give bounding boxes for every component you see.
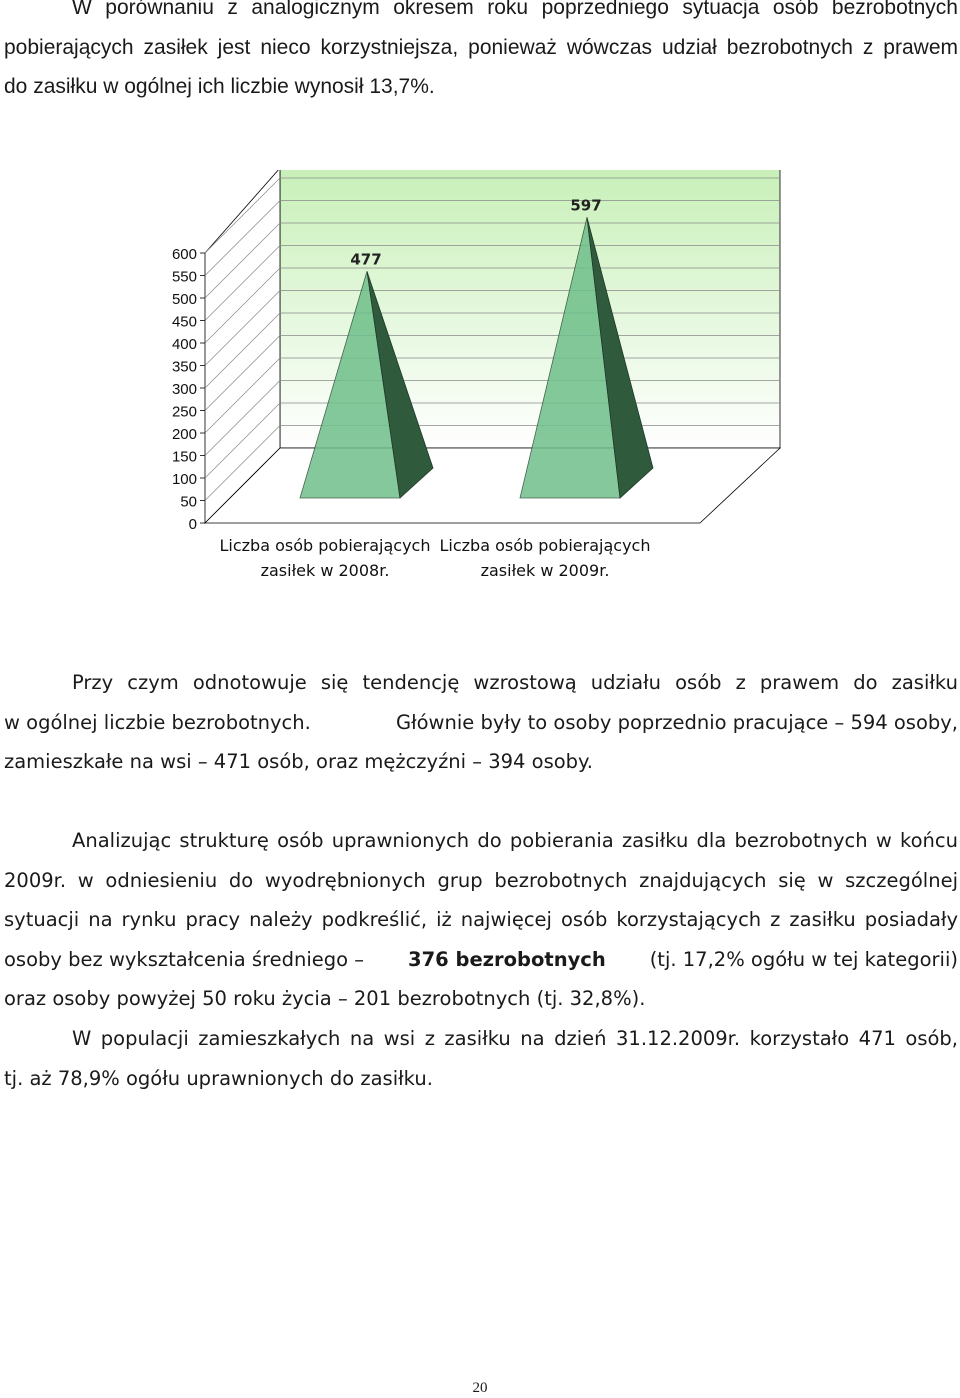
- trend-line-3: zamieszkałe na wsi – 471 osób, oraz mężczyźni – 394 osoby.: [4, 750, 594, 773]
- y-tick-label: 350: [171, 358, 197, 376]
- trend-line-2: [4, 703, 958, 743]
- trend-line-1-word: Przy: [72, 671, 114, 694]
- y-tick-label: 600: [171, 246, 197, 263]
- trend-line-1-word: udziału: [590, 671, 662, 694]
- structure-line-2: 2009r. w odniesieniu do wyodrębnionych grup bezrobotnych znajdujących się w szczególnej: [4, 868, 958, 892]
- y-tick-label: 450: [171, 313, 197, 331]
- y-tick-label: 0: [188, 516, 197, 533]
- y-tick-label: 200: [171, 426, 197, 443]
- trend-line-1-word: tendencję: [362, 671, 460, 694]
- y-tick-label: 100: [171, 471, 197, 488]
- pyramid-chart: [0, 170, 960, 600]
- structure-line-5: oraz osoby powyżej 50 roku życia – 201 bezrobotnych (tj. 32,8%).: [4, 987, 646, 1010]
- data-label: 477: [350, 250, 382, 269]
- structure-line-4-bold: 376 bezrobotnych: [408, 947, 606, 971]
- rural-line-2: tj. aż 78,9% ogółu uprawnionych do zasiłku.: [4, 1066, 433, 1090]
- intro-line-3: do zasiłku w ogólnej ich liczbie wynosił 13,7%.: [4, 75, 435, 98]
- y-tick-label: 300: [171, 381, 197, 398]
- structure-line-4-post: (tj. 17,2% ogółu w tej kategorii): [649, 947, 958, 971]
- trend-line-1-word: się: [320, 671, 349, 694]
- trend-line-2b: Głównie były to osoby poprzednio pracujące – 594 osoby,: [395, 710, 958, 734]
- trend-line-1: [4, 663, 958, 703]
- trend-line-1-word: do: [853, 671, 878, 694]
- y-tick-label: 400: [171, 336, 197, 353]
- structure-line-3: sytuacji na rynku pracy należy podkreślić, iż najwięcej osób korzystających z zasiłku posiadały: [4, 908, 958, 931]
- intro-paragraph: [4, 0, 958, 107]
- x-axis-category-label: zasiłek w 2008r.: [260, 561, 390, 580]
- trend-paragraph: [4, 663, 958, 782]
- y-tick-label: 500: [171, 291, 197, 308]
- rural-line-1: W populacji zamieszkałych na wsi z zasiłku na dzień 31.12.2009r. korzystało 471 osób,: [72, 1027, 958, 1050]
- trend-line-1-word: zasiłku: [891, 671, 958, 694]
- x-axis-category-label: Liczba osób pobierających: [219, 536, 431, 555]
- structure-line-1: Analizując strukturę osób uprawnionych do pobierania zasiłku dla bezrobotnych w końcu: [72, 829, 958, 852]
- floor: [205, 448, 780, 523]
- data-label: 597: [570, 196, 602, 215]
- structure-line-4: [4, 940, 958, 980]
- rural-paragraph: [4, 1019, 958, 1098]
- x-axis-category-label: Liczba osób pobierających: [439, 536, 651, 555]
- intro-line-1: W porównaniu z analogicznym okresem roku poprzedniego sytuacja osób bezrobotnych: [72, 0, 958, 19]
- intro-line-2: pobierających zasiłek jest nieco korzystniejsza, ponieważ wówczas udział bezrobotnych z prawem: [4, 35, 958, 59]
- y-tick-label: 150: [171, 448, 197, 466]
- structure-paragraph: [4, 821, 958, 1019]
- trend-line-2a: w ogólnej liczbie bezrobotnych.: [4, 710, 311, 734]
- structure-line-4-pre: osoby bez wykształcenia średniego –: [4, 947, 365, 971]
- y-tick-label: 250: [171, 403, 197, 421]
- x-axis-labels: [220, 536, 651, 580]
- x-axis-category-label: zasiłek w 2009r.: [480, 561, 610, 580]
- trend-line-1-word: prawem: [759, 671, 840, 694]
- page-number: 20: [472, 1380, 488, 1396]
- y-tick-label: 550: [171, 268, 197, 286]
- trend-line-1-word: wzrostową: [473, 671, 577, 694]
- trend-line-1-word: z: [735, 671, 746, 694]
- y-tick-label: 50: [180, 493, 197, 511]
- trend-line-1-word: czym: [127, 671, 179, 694]
- y-axis-ticks: [172, 246, 205, 533]
- trend-line-1-word: osób: [675, 671, 722, 694]
- trend-line-1-word: odnotowuje: [192, 671, 307, 694]
